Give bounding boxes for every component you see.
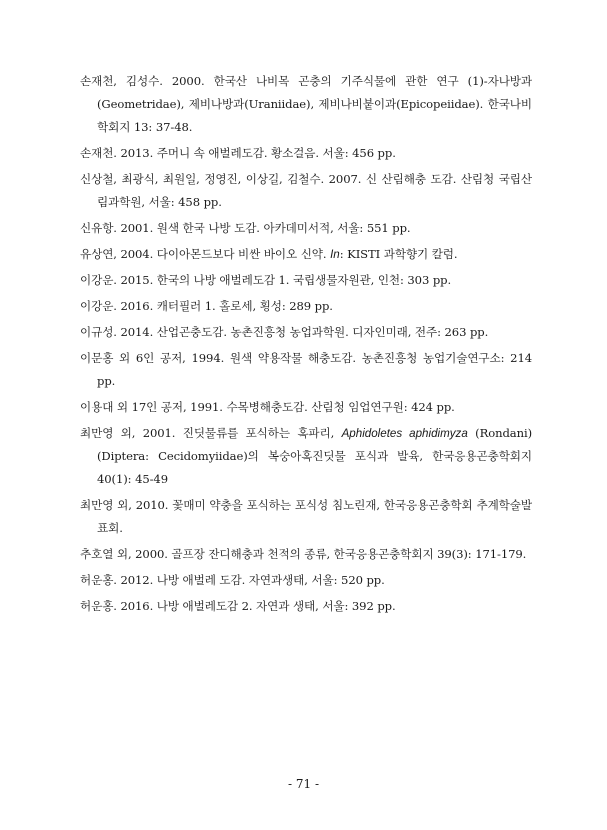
reference-entry: 허운홍. 2016. 나방 애벌레도감 2. 자연과 생태, 서울: 392 pp. bbox=[80, 599, 396, 613]
reference-entry bbox=[80, 422, 532, 491]
reference-entry: 이문홍 외 6인 공저, 1994. 원색 약용작물 해충도감. 농촌진흥청 농업기술연구소: 214 pp. bbox=[80, 351, 532, 388]
reference-list bbox=[80, 70, 532, 621]
reference-entry: 이강운. 2016. 캐터필러 1. 홀로세, 횡성: 289 pp. bbox=[80, 299, 333, 313]
reference-entry: 최만영 외, 2010. 꽃매미 약충을 포식하는 포식성 침노린재, 한국응용곤충학회 추계학술발표회. bbox=[80, 498, 532, 535]
reference-entry: 이용대 외 17인 공저, 1991. 수목병해충도감. 산림청 임업연구원: 424 pp. bbox=[80, 400, 455, 414]
reference-entry: 손재천, 김성수. 2000. 한국산 나비목 곤충의 기주식물에 관한 연구 (1)-자나방과(Geometridae), 제비나방과(Uraniidae), 제비나비붙이과(Epicopeiidae). 한국나비학회지 13: 37-48. bbox=[80, 74, 532, 134]
reference-entry bbox=[80, 243, 532, 266]
reference-entry: 이규성. 2014. 산업곤충도감. 농촌진흥청 농업과학원. 디자인미래, 전주: 263 pp. bbox=[80, 325, 489, 339]
reference-entry: 신유항. 2001. 원색 한국 나방 도감. 아카데미서적, 서울: 551 pp. bbox=[80, 221, 411, 235]
reference-entry: 신상철, 최광식, 최원일, 정영진, 이상길, 김철수. 2007. 신 산림해충 도감. 산림청 국립산림과학원, 서울: 458 pp. bbox=[80, 172, 532, 209]
page-number: - 71 - bbox=[287, 777, 319, 791]
reference-entry: 허운홍. 2012. 나방 애벌레 도감. 자연과생태, 서울: 520 pp. bbox=[80, 573, 385, 587]
reference-italic-text: In bbox=[330, 248, 340, 261]
reference-entry: 손재천. 2013. 주머니 속 애벌레도감. 황소걸음. 서울: 456 pp. bbox=[80, 146, 396, 160]
reference-text: (Rondani) (Diptera: Cecidomyiidae)의 복숭아혹진딧물 포식과 발육, 한국응용곤충학회지 40(1): 45-49 bbox=[97, 426, 532, 486]
reference-italic-text: Aphidoletes aphidimyza bbox=[341, 427, 468, 440]
reference-entry: 추호열 외, 2000. 골프장 잔디해충과 천적의 종류, 한국응용곤충학회지 39(3): 171-179. bbox=[80, 547, 527, 561]
reference-text: 최만영 외, 2001. 진딧물류를 포식하는 혹파리, bbox=[80, 426, 342, 440]
reference-text: : KISTI 과학향기 칼럼. bbox=[339, 247, 458, 261]
reference-text: 유상연, 2004. 다이아몬드보다 비싼 바이오 신약. bbox=[80, 247, 331, 261]
reference-entry: 이강운. 2015. 한국의 나방 애벌레도감 1. 국립생물자원관, 인천: 303 pp. bbox=[80, 273, 452, 287]
